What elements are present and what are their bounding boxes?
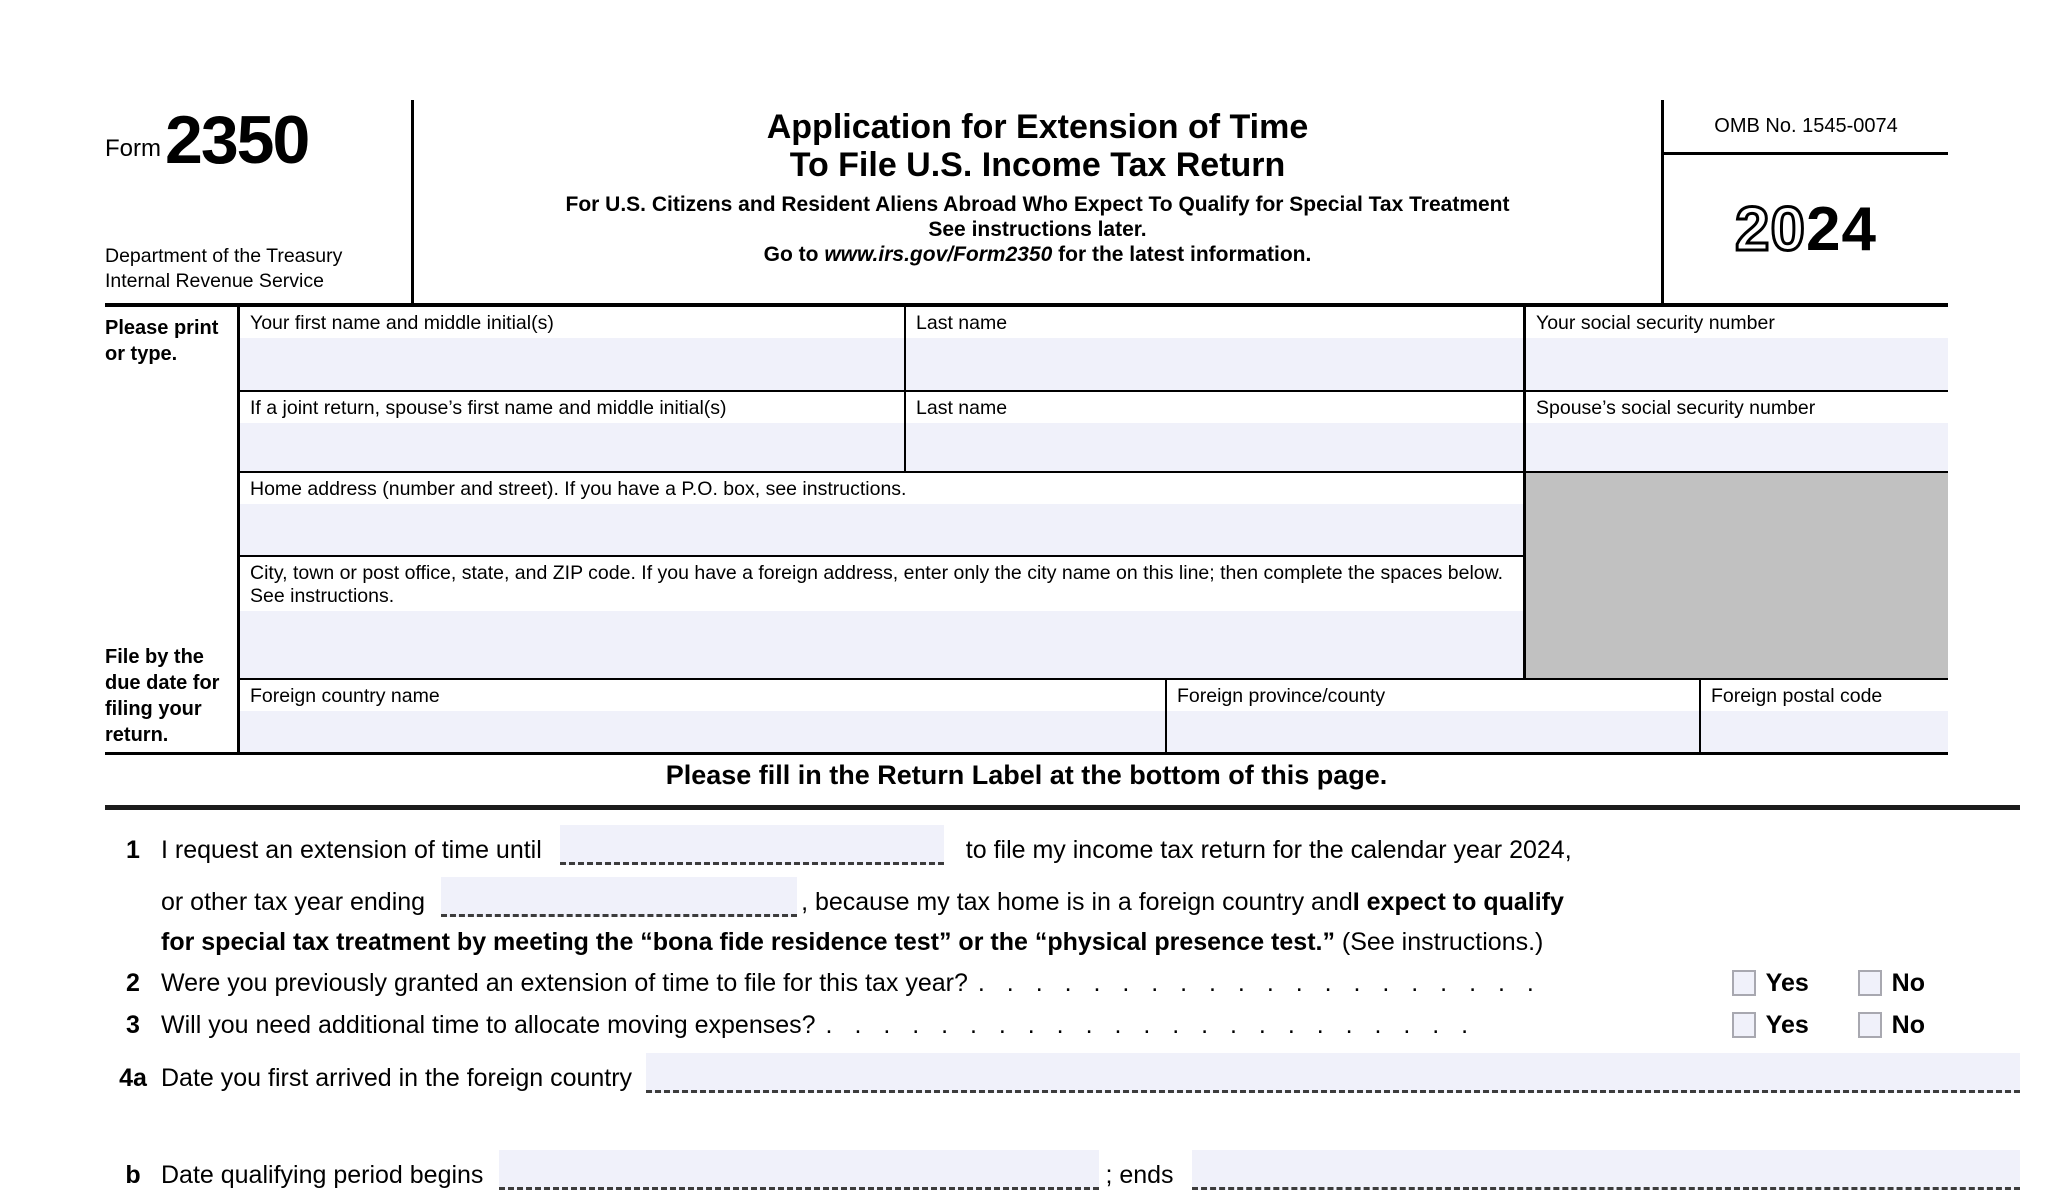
title-block <box>411 100 1664 303</box>
line2-row <box>105 962 2020 1004</box>
last-name-cell <box>906 307 1526 390</box>
first-name-input[interactable] <box>240 338 904 390</box>
line1-text1: I request an extension of time until <box>161 836 542 864</box>
side-instructions <box>105 307 237 752</box>
spouse-first-name-input[interactable] <box>240 423 904 471</box>
foreign-postal-input[interactable] <box>1701 711 1948 752</box>
identity-fields <box>237 307 1948 752</box>
line3-number: 3 <box>126 1011 140 1039</box>
spouse-ssn-input[interactable] <box>1526 423 1948 471</box>
line1-text4-bold: I expect to qualify <box>1352 888 1564 916</box>
line1-text2: to file my income tax return for the calendar year 2024, <box>965 836 1572 864</box>
home-address-input[interactable] <box>240 504 1523 555</box>
line1-text5: (See instructions.) <box>1334 928 1544 956</box>
line4a-row <box>105 1046 2020 1099</box>
see-instructions-text: See instructions later. <box>928 218 1147 242</box>
foreign-country-input[interactable] <box>240 711 1165 752</box>
shaded-area <box>1526 473 1948 678</box>
home-address-label: Home address (number and street). If you have a P.O. box, see instructions. <box>250 478 907 500</box>
extension-until-date-input[interactable] <box>560 825 944 865</box>
ssn-label: Your social security number <box>1536 312 1775 334</box>
form-title-line2: To File U.S. Income Tax Return <box>789 146 1286 185</box>
department-block <box>105 244 411 295</box>
ssn-cell <box>1526 307 1948 390</box>
line1-number: 1 <box>126 836 140 864</box>
irs-url: www.irs.gov/Form2350 <box>824 243 1053 267</box>
qualifying-end-date-input[interactable] <box>1192 1150 2020 1190</box>
omb-number: OMB No. 1545-0074 <box>1664 100 1948 155</box>
line4a-text: Date you first arrived in the foreign country <box>161 1064 633 1092</box>
line3-dot-leader: . . . . . . . . . . . . . . . . . . . . . . . <box>825 1011 1469 1039</box>
line3-yes-label: Yes <box>1765 1011 1809 1039</box>
qualifying-begin-date-input[interactable] <box>499 1150 1099 1190</box>
form-id-block <box>105 100 411 303</box>
line3-yes-checkbox[interactable] <box>1732 1012 1756 1038</box>
line1-row3 <box>105 922 2020 962</box>
line2-no-label: No <box>1891 969 1925 997</box>
city-cell <box>240 557 1523 678</box>
spouse-last-name-label: Last name <box>916 397 1008 419</box>
form-word: Form <box>105 135 161 163</box>
line2-yes-checkbox[interactable] <box>1732 970 1756 996</box>
department-line1: Department of the Treasury <box>105 244 343 267</box>
spouse-last-name-cell <box>906 392 1526 471</box>
line4b-number: b <box>125 1161 141 1189</box>
form-subtitle: For U.S. Citizens and Resident Aliens Abroad Who Expect To Qualify for Special Tax Treatment <box>565 193 1510 217</box>
file-by-label: File by the due date for filing your return. <box>105 646 220 746</box>
tax-year-bold: 24 <box>1806 194 1877 264</box>
line1-text5-bold: for special tax treatment by meeting the “bona fide residence test” or the “physical presence test.” <box>161 928 1335 956</box>
last-name-label: Last name <box>916 312 1008 334</box>
foreign-postal-cell <box>1701 680 1948 752</box>
line2-question: Were you previously granted an extension of time to file for this tax year? <box>161 969 968 997</box>
spouse-first-name-cell <box>240 392 906 471</box>
line3-row <box>105 1004 2020 1046</box>
address-cells <box>240 473 1526 678</box>
your-ssn-input[interactable] <box>1526 338 1948 390</box>
foreign-postal-label: Foreign postal code <box>1711 685 1883 707</box>
line4b-text: Date qualifying period begins <box>161 1161 484 1189</box>
form-number: 2350 <box>165 102 309 178</box>
foreign-province-cell <box>1167 680 1701 752</box>
line1-text3: or other tax year ending <box>161 888 426 916</box>
form-header <box>105 100 1948 307</box>
first-name-label: Your first name and middle initial(s) <box>250 312 554 334</box>
identity-table <box>105 307 1948 755</box>
form-id <box>105 102 411 178</box>
line1-row3-text <box>161 922 1543 962</box>
line4a-number: 4a <box>119 1064 147 1092</box>
first-name-cell <box>240 307 906 390</box>
foreign-country-cell <box>240 680 1167 752</box>
spouse-name-row <box>240 392 1948 473</box>
form-lines <box>105 818 2020 1196</box>
goto-prefix: Go to <box>763 243 825 267</box>
home-address-cell <box>240 473 1523 557</box>
line3-no-label: No <box>1891 1011 1925 1039</box>
line4b-ends-text: ; ends <box>1105 1161 1174 1189</box>
foreign-province-input[interactable] <box>1167 711 1699 752</box>
form-title-line1: Application for Extension of Time <box>766 108 1309 146</box>
line3-no-checkbox[interactable] <box>1858 1012 1882 1038</box>
goto-suffix: for the latest information. <box>1052 243 1312 267</box>
line4b-row <box>105 1143 2020 1196</box>
spouse-first-name-label: If a joint return, spouse’s first name and middle initial(s) <box>250 397 727 419</box>
line2-dot-leader: . . . . . . . . . . . . . . . . . . . . <box>977 969 1534 997</box>
spouse-ssn-label: Spouse’s social security number <box>1536 397 1816 419</box>
print-or-type-label: Please print or type. <box>105 317 219 365</box>
goto-line <box>414 243 1661 267</box>
line1-text4: , because my tax home is in a foreign country and <box>801 888 1353 916</box>
tax-year-outline: 20 <box>1735 194 1806 264</box>
line2-no-checkbox[interactable] <box>1858 970 1882 996</box>
name-row <box>240 307 1948 392</box>
banner-rule <box>105 805 2020 810</box>
tax-year <box>1664 155 1948 303</box>
foreign-country-label: Foreign country name <box>250 685 440 707</box>
return-label-banner: Please fill in the Return Label at the bottom of this page. <box>665 760 1388 790</box>
arrival-date-input[interactable] <box>646 1053 2020 1093</box>
line2-number: 2 <box>126 969 140 997</box>
tax-year-ending-input[interactable] <box>441 877 797 917</box>
foreign-address-row <box>240 680 1948 752</box>
spouse-ssn-cell <box>1526 392 1948 471</box>
last-name-input[interactable] <box>906 338 1523 390</box>
spouse-last-name-input[interactable] <box>906 423 1523 471</box>
foreign-province-label: Foreign province/county <box>1177 685 1386 707</box>
department-line2: Internal Revenue Service <box>105 270 324 293</box>
line3-question: Will you need additional time to allocate moving expenses? <box>161 1011 816 1039</box>
line1-row2 <box>105 870 2020 922</box>
line2-yes-label: Yes <box>1765 969 1809 997</box>
omb-year-block <box>1664 100 1948 303</box>
city-label: City, town or post office, state, and ZIP code. If you have a foreign address, enter only the city name on this line; then complete the spaces below. See instructions. <box>250 562 1504 607</box>
city-input[interactable] <box>240 611 1523 678</box>
address-rows <box>240 473 1948 680</box>
line1-row1 <box>105 818 2020 870</box>
